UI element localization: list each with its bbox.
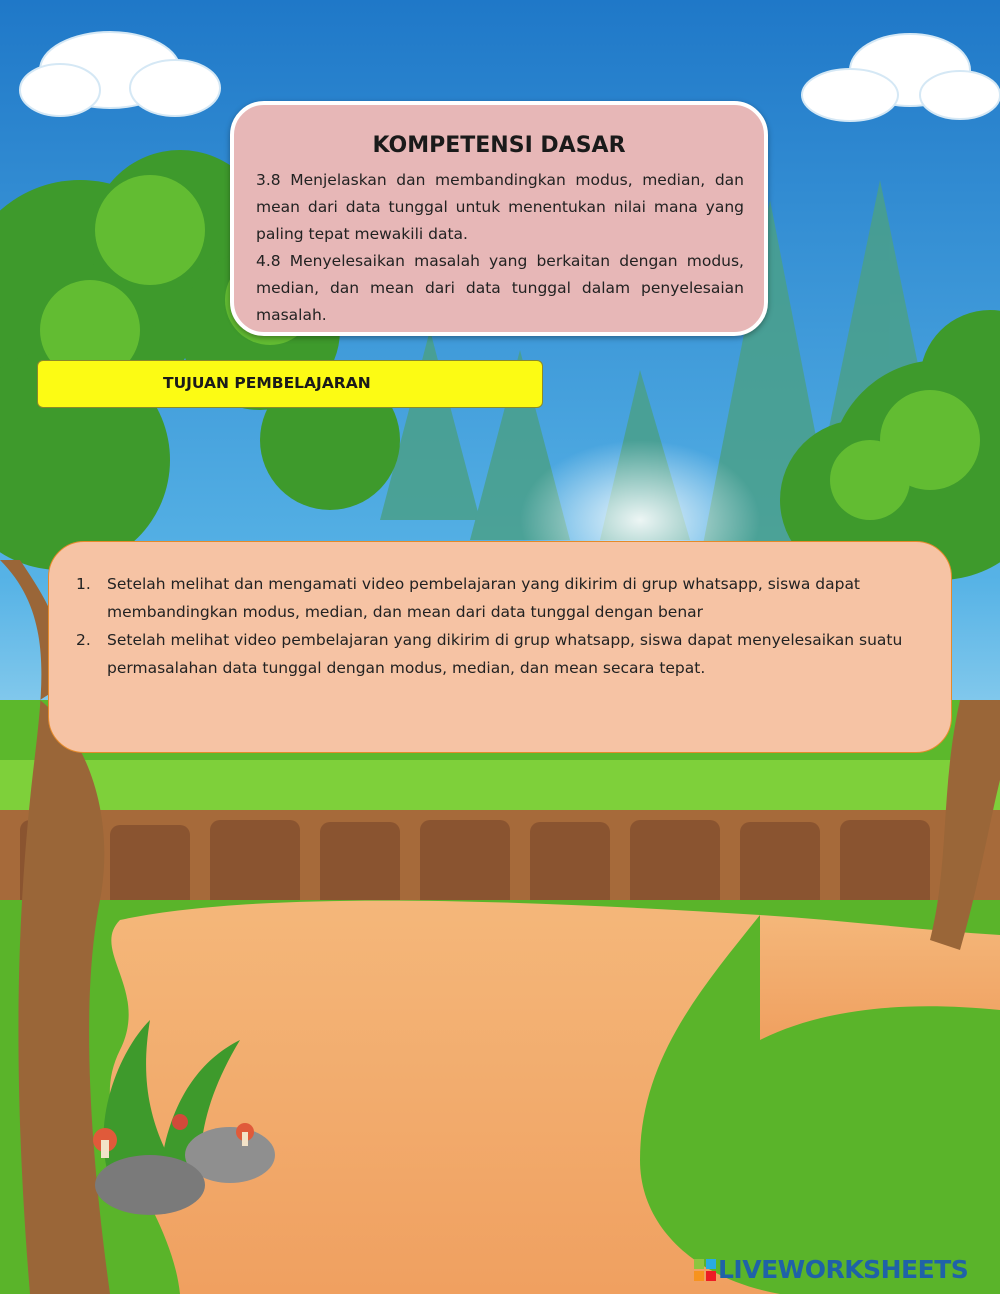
tujuan-pembelajaran-title: TUJUAN PEMBELAJARAN	[163, 374, 371, 392]
list-item	[76, 626, 948, 682]
list-item-number: 1.	[76, 575, 91, 593]
kompetensi-dasar-point-1: 3.8 Menjelaskan dan membandingkan modus, median, dan mean dari data tunggal untuk menentukan nilai mana yang paling tepat mewakili data.	[256, 171, 744, 243]
list-item-text: Setelah melihat dan mengamati video pembelajaran yang dikirim di grup whatsapp, siswa dapat membandingkan modus, median, dan mean dari data tunggal dengan benar	[107, 575, 861, 621]
kompetensi-dasar-text	[256, 167, 744, 329]
kompetensi-dasar-title: KOMPETENSI DASAR	[372, 133, 626, 158]
tujuan-pembelajaran-header	[37, 360, 543, 408]
list-item	[76, 570, 948, 626]
learning-objectives-box	[48, 541, 952, 753]
liveworksheets-text: LIVEWORKSHEETS	[718, 1255, 969, 1284]
learning-objectives-list	[76, 570, 948, 682]
list-item-number: 2.	[76, 631, 91, 649]
liveworksheets-mark-icon	[694, 1259, 716, 1281]
list-item-text: Setelah melihat video pembelajaran yang dikirim di grup whatsapp, siswa dapat menyelesaikan suatu permasalahan data tunggal dengan modus, median, dan mean secara tepat.	[107, 631, 903, 677]
kompetensi-dasar-box	[230, 101, 768, 336]
kompetensi-dasar-point-2: 4.8 Menyelesaikan masalah yang berkaitan dengan modus, median, dan mean dari data tunggal dalam penyelesaian masalah.	[256, 252, 744, 324]
